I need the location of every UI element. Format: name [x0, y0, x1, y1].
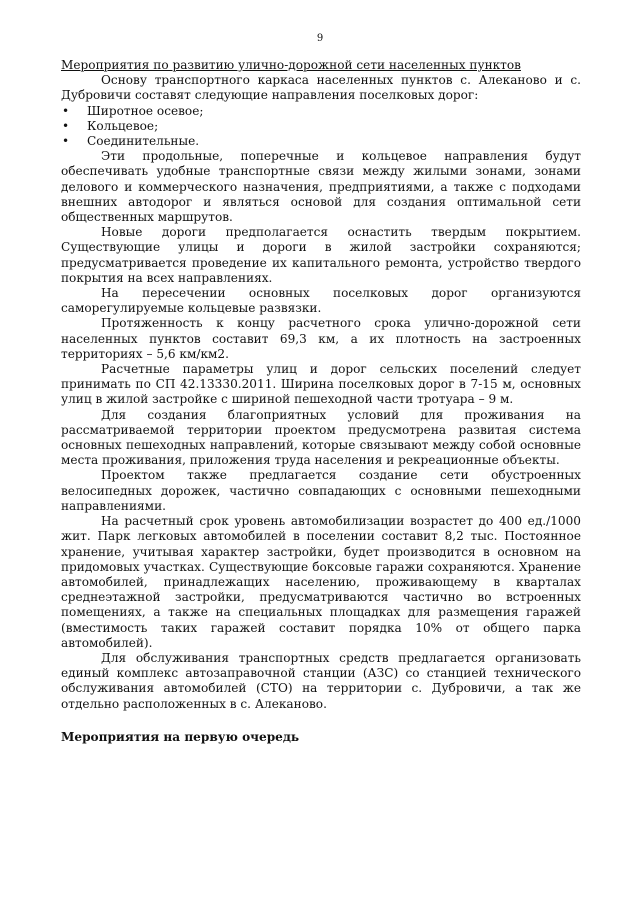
bullet-marker: •: [62, 103, 70, 118]
paragraph: На расчетный срок уровень автомобилизации возрастет до 400 ед./1000 жит. Парк легковых автомобилей в поселении составит 8,2 тыс. Постоянное хранение, учитывая характер застройки, будет производится в основном на придомовых участках. Существующие боксовые гаражи сохраняются. Хранение автомобилей, принадлежащих населению, проживающему в кварталах среднеэтажной застройки, предусматриваются частично во встроенных помещениях, а также на специальных площадках для размещения гаражей (вместимость таких гаражей составит порядка 10% от общего парка автомобилей).: [61, 514, 581, 650]
intro-paragraph: Основу транспортного каркаса населенных пунктов с. Алеканово и с. Дубровичи составят следующие направления поселковых дорог:: [61, 73, 581, 103]
paragraph: Расчетные параметры улиц и дорог сельских поселений следует принимать по СП 42.13330.2011. Ширина поселковых дорог в 7-15 м, основных улиц в жилой застройке с шириной пешеходной части тротуара – 9 м.: [61, 362, 581, 407]
list-item-text: Кольцевое;: [87, 118, 159, 133]
paragraph: Эти продольные, поперечные и кольцевое направления будут обеспечивать удобные транспортные связи между жилыми зонами, зонами делового и коммерческого назначения, предприятиями, а также с подходами внешних автодорог и являться основой для создания оптимальной сети общественных маршрутов.: [61, 149, 581, 225]
list-item-text: Соединительные.: [87, 134, 200, 149]
bullet-marker: •: [62, 134, 70, 149]
document-body: [61, 58, 581, 745]
list-item: [61, 134, 581, 149]
spacer: [61, 712, 581, 730]
paragraph: Проектом также предлагается создание сети обустроенных велосипедных дорожек, частично совпадающих с основными пешеходными направлениями.: [61, 468, 581, 513]
subheading: Мероприятия на первую очередь: [61, 729, 300, 744]
road-directions-list: [61, 104, 581, 150]
list-item: [61, 104, 581, 119]
list-item: [61, 119, 581, 134]
paragraph: Протяженность к концу расчетного срока улично-дорожной сети населенных пунктов составит 69,3 км, а их плотность на застроенных территориях – 5,6 км/км2.: [61, 316, 581, 361]
paragraph: Новые дороги предполагается оснастить твердым покрытием. Существующие улицы и дороги в жилой застройки сохраняются; предусматривается проведение их капитального ремонта, устройство твердого покрытия на всех направлениях.: [61, 225, 581, 285]
list-item-text: Широтное осевое;: [87, 103, 204, 118]
bullet-marker: •: [62, 118, 70, 133]
paragraph: Для обслуживания транспортных средств предлагается организовать единый комплекс автозаправочной станции (АЗС) со станцией технического обслуживания автомобилей (СТО) на территории с. Дубровичи, а так же отдельно расположенных в с. Алеканово.: [61, 650, 581, 711]
page-number: 9: [316, 33, 324, 44]
paragraph: На пересечении основных поселковых дорог организуются саморегулируемые кольцевые развязки.: [61, 286, 581, 316]
paragraph: Для создания благоприятных условий для проживания на рассматриваемой территории проектом предусмотрена развитая система основных пешеходных направлений, которые связывают между собой основные места проживания, приложения труда населения и рекреационные объекты.: [61, 407, 581, 468]
section-heading: Мероприятия по развитию улично-дорожной сети населенных пунктов: [61, 58, 521, 72]
